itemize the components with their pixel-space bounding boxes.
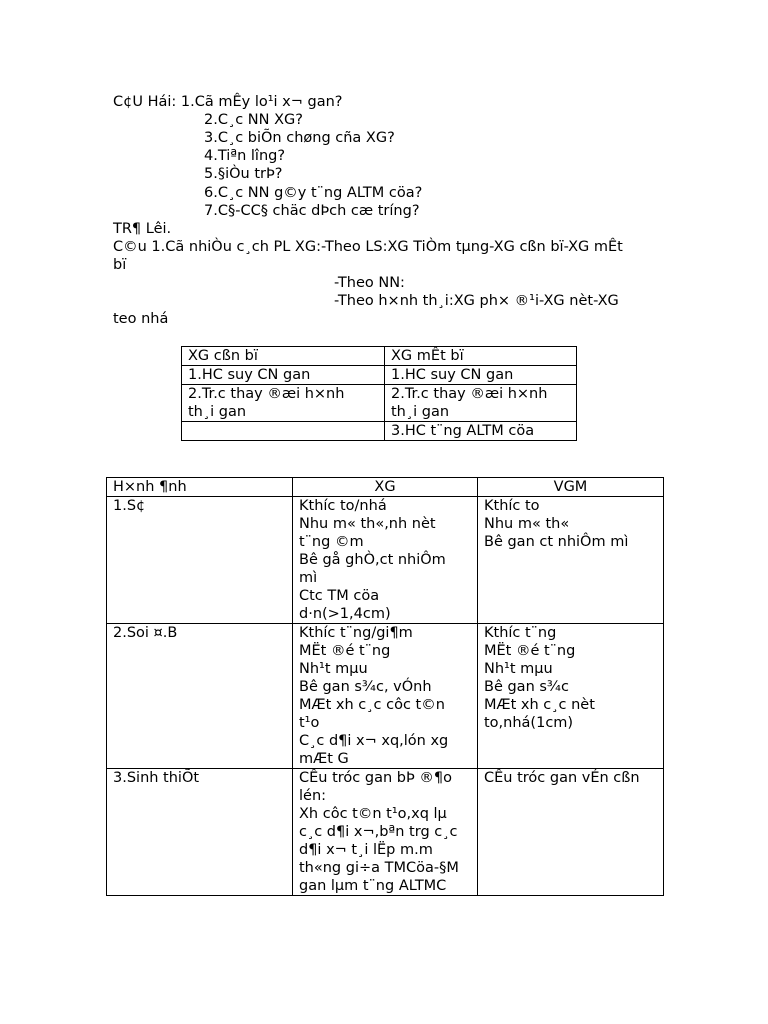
answer1-line1: C©u 1.Cã nhiÒu c¸ch PL XG:-Theo LS:XG TiÒm tµng-XG cßn bï-XG mÊt: [113, 239, 623, 255]
table-header-row: [107, 478, 664, 497]
answer-title: TR¶ Lêi.: [113, 221, 172, 237]
imaging-comparison-table: [106, 477, 664, 896]
answer1-line2: bï: [113, 257, 127, 273]
table-header-cell: XG: [293, 478, 478, 497]
question-7: 7.C§-CC§ chäc dÞch cæ tríng?: [204, 203, 420, 219]
question-5: 5.§iÒu trÞ?: [204, 166, 283, 182]
table-row: [182, 366, 577, 385]
table-row: [182, 422, 577, 441]
table-cell: 1.HC suy CN gan: [182, 366, 385, 385]
table-row: [107, 769, 664, 896]
table-cell: 1.S¢: [107, 497, 293, 624]
table-cell: 2.Tr.c thay ®æi h×nh th¸i gan: [182, 385, 385, 422]
table-cell: Kthíc to Nhu m« th« Bê gan ct nhiÔm mì: [478, 497, 664, 624]
compensation-table: [181, 346, 577, 441]
question-6: 6.C¸c NN g©y t¨ng ALTM cöa?: [204, 185, 423, 201]
table-header-cell: H×nh ¶nh: [107, 478, 293, 497]
table-row: [107, 624, 664, 769]
table-cell: 2.Soi ¤.B: [107, 624, 293, 769]
questions-header: C¢U Hái: 1.Cã mÊy lo¹i x¬ gan?: [113, 94, 343, 110]
table-header-cell: XG cßn bï: [182, 347, 385, 366]
table-row: [107, 497, 664, 624]
table-cell: 3.Sinh thiÕt: [107, 769, 293, 896]
question-3: 3.C¸c biÕn chøng cña XG?: [204, 130, 395, 146]
table-cell: 2.Tr.c thay ®æi h×nh th¸i gan: [385, 385, 577, 422]
table-cell: CÊu tróc gan vÉn cßn: [478, 769, 664, 896]
table-cell: [182, 422, 385, 441]
answer1-line5: teo nhá: [113, 311, 169, 327]
table-cell: Kthíc to/nhá Nhu m« th«,nh nèt t¨ng ©m Bê gå ghÒ,ct nhiÔm mì Ctc TM cöa d·n(>1,4cm): [293, 497, 478, 624]
table-header-row: [182, 347, 577, 366]
table-cell: Kthíc t¨ng/gi¶m MËt ®é t¨ng Nh¹t mµu Bê gan s¾c, vÓnh MÆt xh c¸c côc t©n t¹o C¸c d¶i x¬ xq,lón xg mÆt G: [293, 624, 478, 769]
table-cell: 3.HC t¨ng ALTM cöa: [385, 422, 577, 441]
table-cell: 1.HC suy CN gan: [385, 366, 577, 385]
table-cell: CÊu tróc gan bÞ ®¶o lén: Xh côc t©n t¹o,xq lµ c¸c d¶i x¬,bªn trg c¸c d¶i x¬ t¸i lËp m.m th«ng gi÷a TMCöa-§M gan lµm t¨ng ALTMC: [293, 769, 478, 896]
question-2: 2.C¸c NN XG?: [204, 112, 303, 128]
table-row: [182, 385, 577, 422]
answer1-line3: -Theo NN:: [334, 275, 405, 291]
question-4: 4.Tiªn lîng?: [204, 148, 286, 164]
answer1-line4: -Theo h×nh th¸i:XG ph× ®¹i-XG nèt-XG: [334, 293, 619, 309]
table-cell: Kthíc t¨ng MËt ®é t¨ng Nh¹t mµu Bê gan s¾c MÆt xh c¸c nèt to,nhá(1cm): [478, 624, 664, 769]
table-header-cell: VGM: [478, 478, 664, 497]
table-header-cell: XG mÊt bï: [385, 347, 577, 366]
